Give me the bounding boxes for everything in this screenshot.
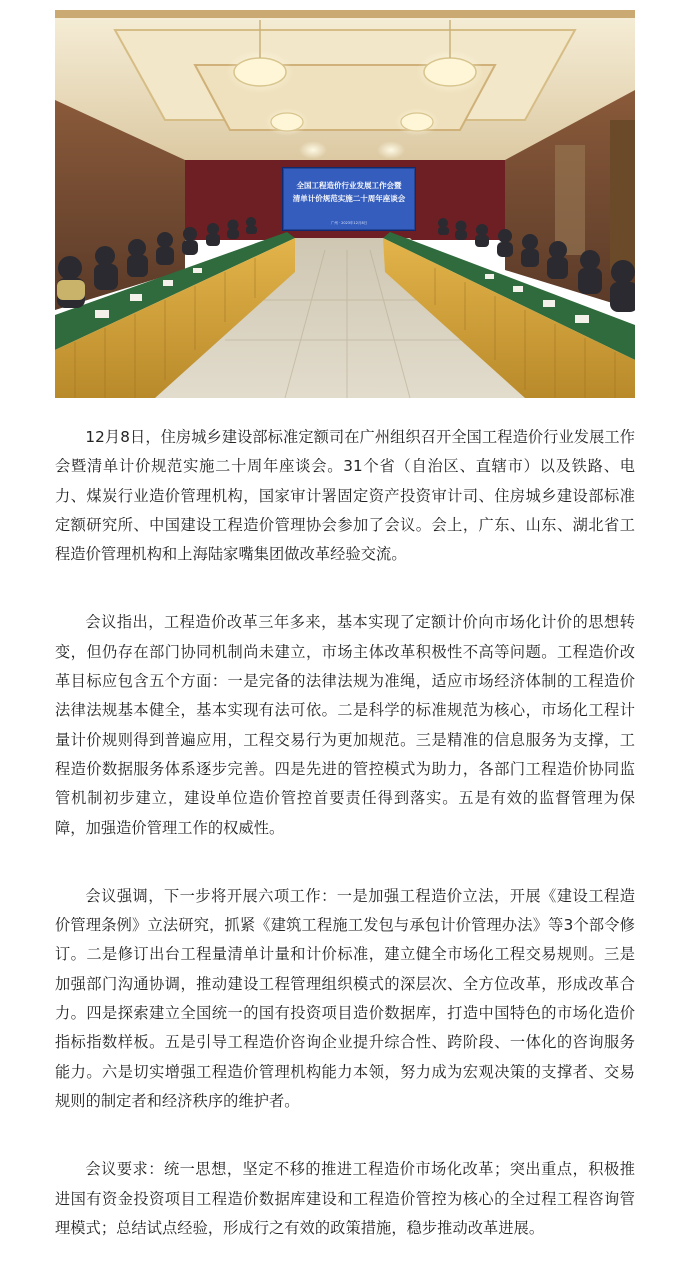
paragraph-2: 会议指出，工程造价改革三年多来，基本实现了定额计价向市场化计价的思想转变，但仍存在部门协同机制尚未建立，市场主体改革积极性不高等问题。工程造价改革目标应包含五个方面：一是完备的法律法规为准绳，适应市场经济体制的工程造价法律法规基本健全，基本实现有法可依。二是科学的标准规范为核心，市场化工程计量计价规则得到普遍应用，工程交易行为更加规范。三是精准的信息服务为支撑，工程造价数据服务体系逐步完善。四是先进的管控模式为助力，各部门工程造价协同监管机制初步建立，建设单位造价管控首要责任得到落实。五是有效的监督管理为保障，加强造价管理工作的权威性。 [55, 613, 635, 837]
paragraph-4: 会议要求：统一思想，坚定不移的推进工程造价市场化改革；突出重点，积极推进国有资金投资项目工程造价数据库建设和工程造价管控为核心的全过程工程咨询管理模式；总结试点经验，形成行之有效的政策措施，稳步推动改革进展。 [55, 1160, 635, 1237]
meeting-photo [55, 10, 635, 398]
banner-line-2: 清单计价规范实施二十周年座谈会 [292, 194, 406, 203]
banner-line-1: 全国工程造价行业发展工作会暨 [296, 181, 402, 190]
paragraph-1: 12月8日，住房城乡建设部标准定额司在广州组织召开全国工程造价行业发展工作会暨清单计价规范实施二十周年座谈会。31个省（自治区、直辖市）以及铁路、电力、煤炭行业造价管理机构，国家审计署固定资产投资审计司、住房城乡建设部标准定额研究所、中国建设工程造价管理协会参加了会议。会上，广东、山东、湖北省工程造价管理机构和上海陆家嘴集团做改革经验交流。 [55, 428, 635, 564]
article-body [55, 423, 635, 1243]
banner-sub: 广州 · 2023年12月8日 [330, 221, 368, 225]
paragraph-3: 会议强调，下一步将开展六项工作：一是加强工程造价立法，开展《建设工程造价管理条例》立法研究，抓紧《建筑工程施工发包与承包计价管理办法》等3个部令修订。二是修订出台工程量清单计量和计价标准，建立健全市场化工程交易规则。三是加强部门沟通协调，推动建设工程管理组织模式的深层次、全方位改革，形成改革合力。四是探索建立全国统一的国有投资项目造价数据库，打造中国特色的市场化造价指标指数样板。五是引导工程造价咨询企业提升综合性、跨阶段、一体化的咨询服务能力。六是切实增强工程造价管理机构能力本领，努力成为宏观决策的支撑者、交易规则的制定者和经济秩序的维护者。 [55, 886, 635, 1110]
